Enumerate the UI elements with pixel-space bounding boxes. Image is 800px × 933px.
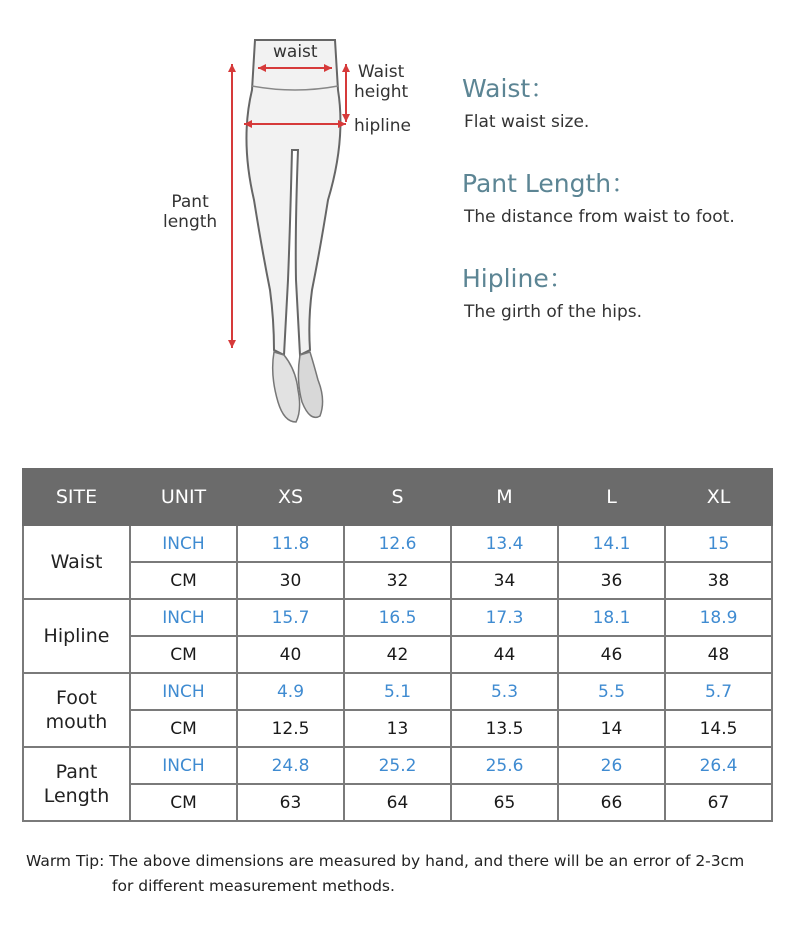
value-cell: 12.6 bbox=[344, 525, 451, 562]
header-l: L bbox=[558, 469, 665, 525]
label-waist-height: Waist height bbox=[354, 62, 409, 102]
desc-pant-length bbox=[462, 169, 735, 227]
table-row bbox=[23, 710, 772, 747]
value-cell: 46 bbox=[558, 636, 665, 673]
header-xs: XS bbox=[237, 469, 344, 525]
value-cell: 5.3 bbox=[451, 673, 558, 710]
row-label-waist: Waist bbox=[23, 525, 130, 599]
value-cell: 13.4 bbox=[451, 525, 558, 562]
unit-cell: INCH bbox=[130, 599, 237, 636]
size-table bbox=[22, 468, 773, 822]
table-row bbox=[23, 636, 772, 673]
table-row bbox=[23, 599, 772, 636]
value-cell: 12.5 bbox=[237, 710, 344, 747]
warm-tip bbox=[26, 849, 786, 899]
unit-cell: INCH bbox=[130, 673, 237, 710]
right-shoe bbox=[298, 352, 322, 417]
value-cell: 5.5 bbox=[558, 673, 665, 710]
table-header-row bbox=[23, 469, 772, 525]
value-cell: 25.2 bbox=[344, 747, 451, 784]
value-cell: 13 bbox=[344, 710, 451, 747]
header-s: S bbox=[344, 469, 451, 525]
table-row bbox=[23, 525, 772, 562]
value-cell: 30 bbox=[237, 562, 344, 599]
header-site: SITE bbox=[23, 469, 130, 525]
table-row bbox=[23, 747, 772, 784]
desc-pant-length-text: The distance from waist to foot. bbox=[464, 207, 735, 227]
waist-height-arrow bbox=[342, 64, 350, 122]
value-cell: 13.5 bbox=[451, 710, 558, 747]
value-cell: 38 bbox=[665, 562, 772, 599]
label-hipline: hipline bbox=[354, 116, 411, 136]
label-pant-length: Pant length bbox=[163, 192, 218, 232]
value-cell: 26 bbox=[558, 747, 665, 784]
value-cell: 44 bbox=[451, 636, 558, 673]
value-cell: 34 bbox=[451, 562, 558, 599]
header-m: M bbox=[451, 469, 558, 525]
row-label-pant-length: Pant Length bbox=[23, 747, 130, 821]
unit-cell: INCH bbox=[130, 525, 237, 562]
row-label-foot-mouth: Foot mouth bbox=[23, 673, 130, 747]
row-label-hipline: Hipline bbox=[23, 599, 130, 673]
table-row bbox=[23, 562, 772, 599]
value-cell: 18.1 bbox=[558, 599, 665, 636]
value-cell: 16.5 bbox=[344, 599, 451, 636]
desc-hipline bbox=[462, 264, 642, 322]
desc-pant-length-title: Pant Length： bbox=[462, 169, 637, 198]
value-cell: 25.6 bbox=[451, 747, 558, 784]
value-cell: 26.4 bbox=[665, 747, 772, 784]
value-cell: 17.3 bbox=[451, 599, 558, 636]
warm-tip-label: Warm Tip: bbox=[26, 852, 105, 870]
value-cell: 14.5 bbox=[665, 710, 772, 747]
value-cell: 66 bbox=[558, 784, 665, 821]
header-xl: XL bbox=[665, 469, 772, 525]
desc-hipline-text: The girth of the hips. bbox=[464, 302, 643, 322]
unit-cell: CM bbox=[130, 784, 237, 821]
table-row bbox=[23, 673, 772, 710]
desc-waist-text: Flat waist size. bbox=[464, 112, 590, 132]
value-cell: 42 bbox=[344, 636, 451, 673]
unit-cell: CM bbox=[130, 636, 237, 673]
value-cell: 64 bbox=[344, 784, 451, 821]
warm-tip-line2: for different measurement methods. bbox=[112, 877, 395, 895]
value-cell: 11.8 bbox=[237, 525, 344, 562]
pant-length-arrow bbox=[228, 64, 236, 348]
value-cell: 14 bbox=[558, 710, 665, 747]
value-cell: 4.9 bbox=[237, 673, 344, 710]
desc-waist bbox=[462, 74, 589, 132]
label-waist: waist bbox=[273, 42, 318, 62]
value-cell: 24.8 bbox=[237, 747, 344, 784]
header-unit: UNIT bbox=[130, 469, 237, 525]
value-cell: 67 bbox=[665, 784, 772, 821]
value-cell: 32 bbox=[344, 562, 451, 599]
warm-tip-line1: The above dimensions are measured by hand, and there will be an error of 2-3cm bbox=[109, 852, 745, 870]
unit-cell: CM bbox=[130, 562, 237, 599]
value-cell: 14.1 bbox=[558, 525, 665, 562]
unit-cell: INCH bbox=[130, 747, 237, 784]
table-row bbox=[23, 784, 772, 821]
desc-hipline-title: Hipline： bbox=[462, 264, 574, 293]
value-cell: 36 bbox=[558, 562, 665, 599]
value-cell: 18.9 bbox=[665, 599, 772, 636]
value-cell: 65 bbox=[451, 784, 558, 821]
value-cell: 5.1 bbox=[344, 673, 451, 710]
desc-waist-title: Waist： bbox=[462, 74, 556, 103]
value-cell: 40 bbox=[237, 636, 344, 673]
value-cell: 5.7 bbox=[665, 673, 772, 710]
value-cell: 63 bbox=[237, 784, 344, 821]
value-cell: 48 bbox=[665, 636, 772, 673]
value-cell: 15.7 bbox=[237, 599, 344, 636]
left-shoe bbox=[273, 352, 300, 422]
unit-cell: CM bbox=[130, 710, 237, 747]
value-cell: 15 bbox=[665, 525, 772, 562]
